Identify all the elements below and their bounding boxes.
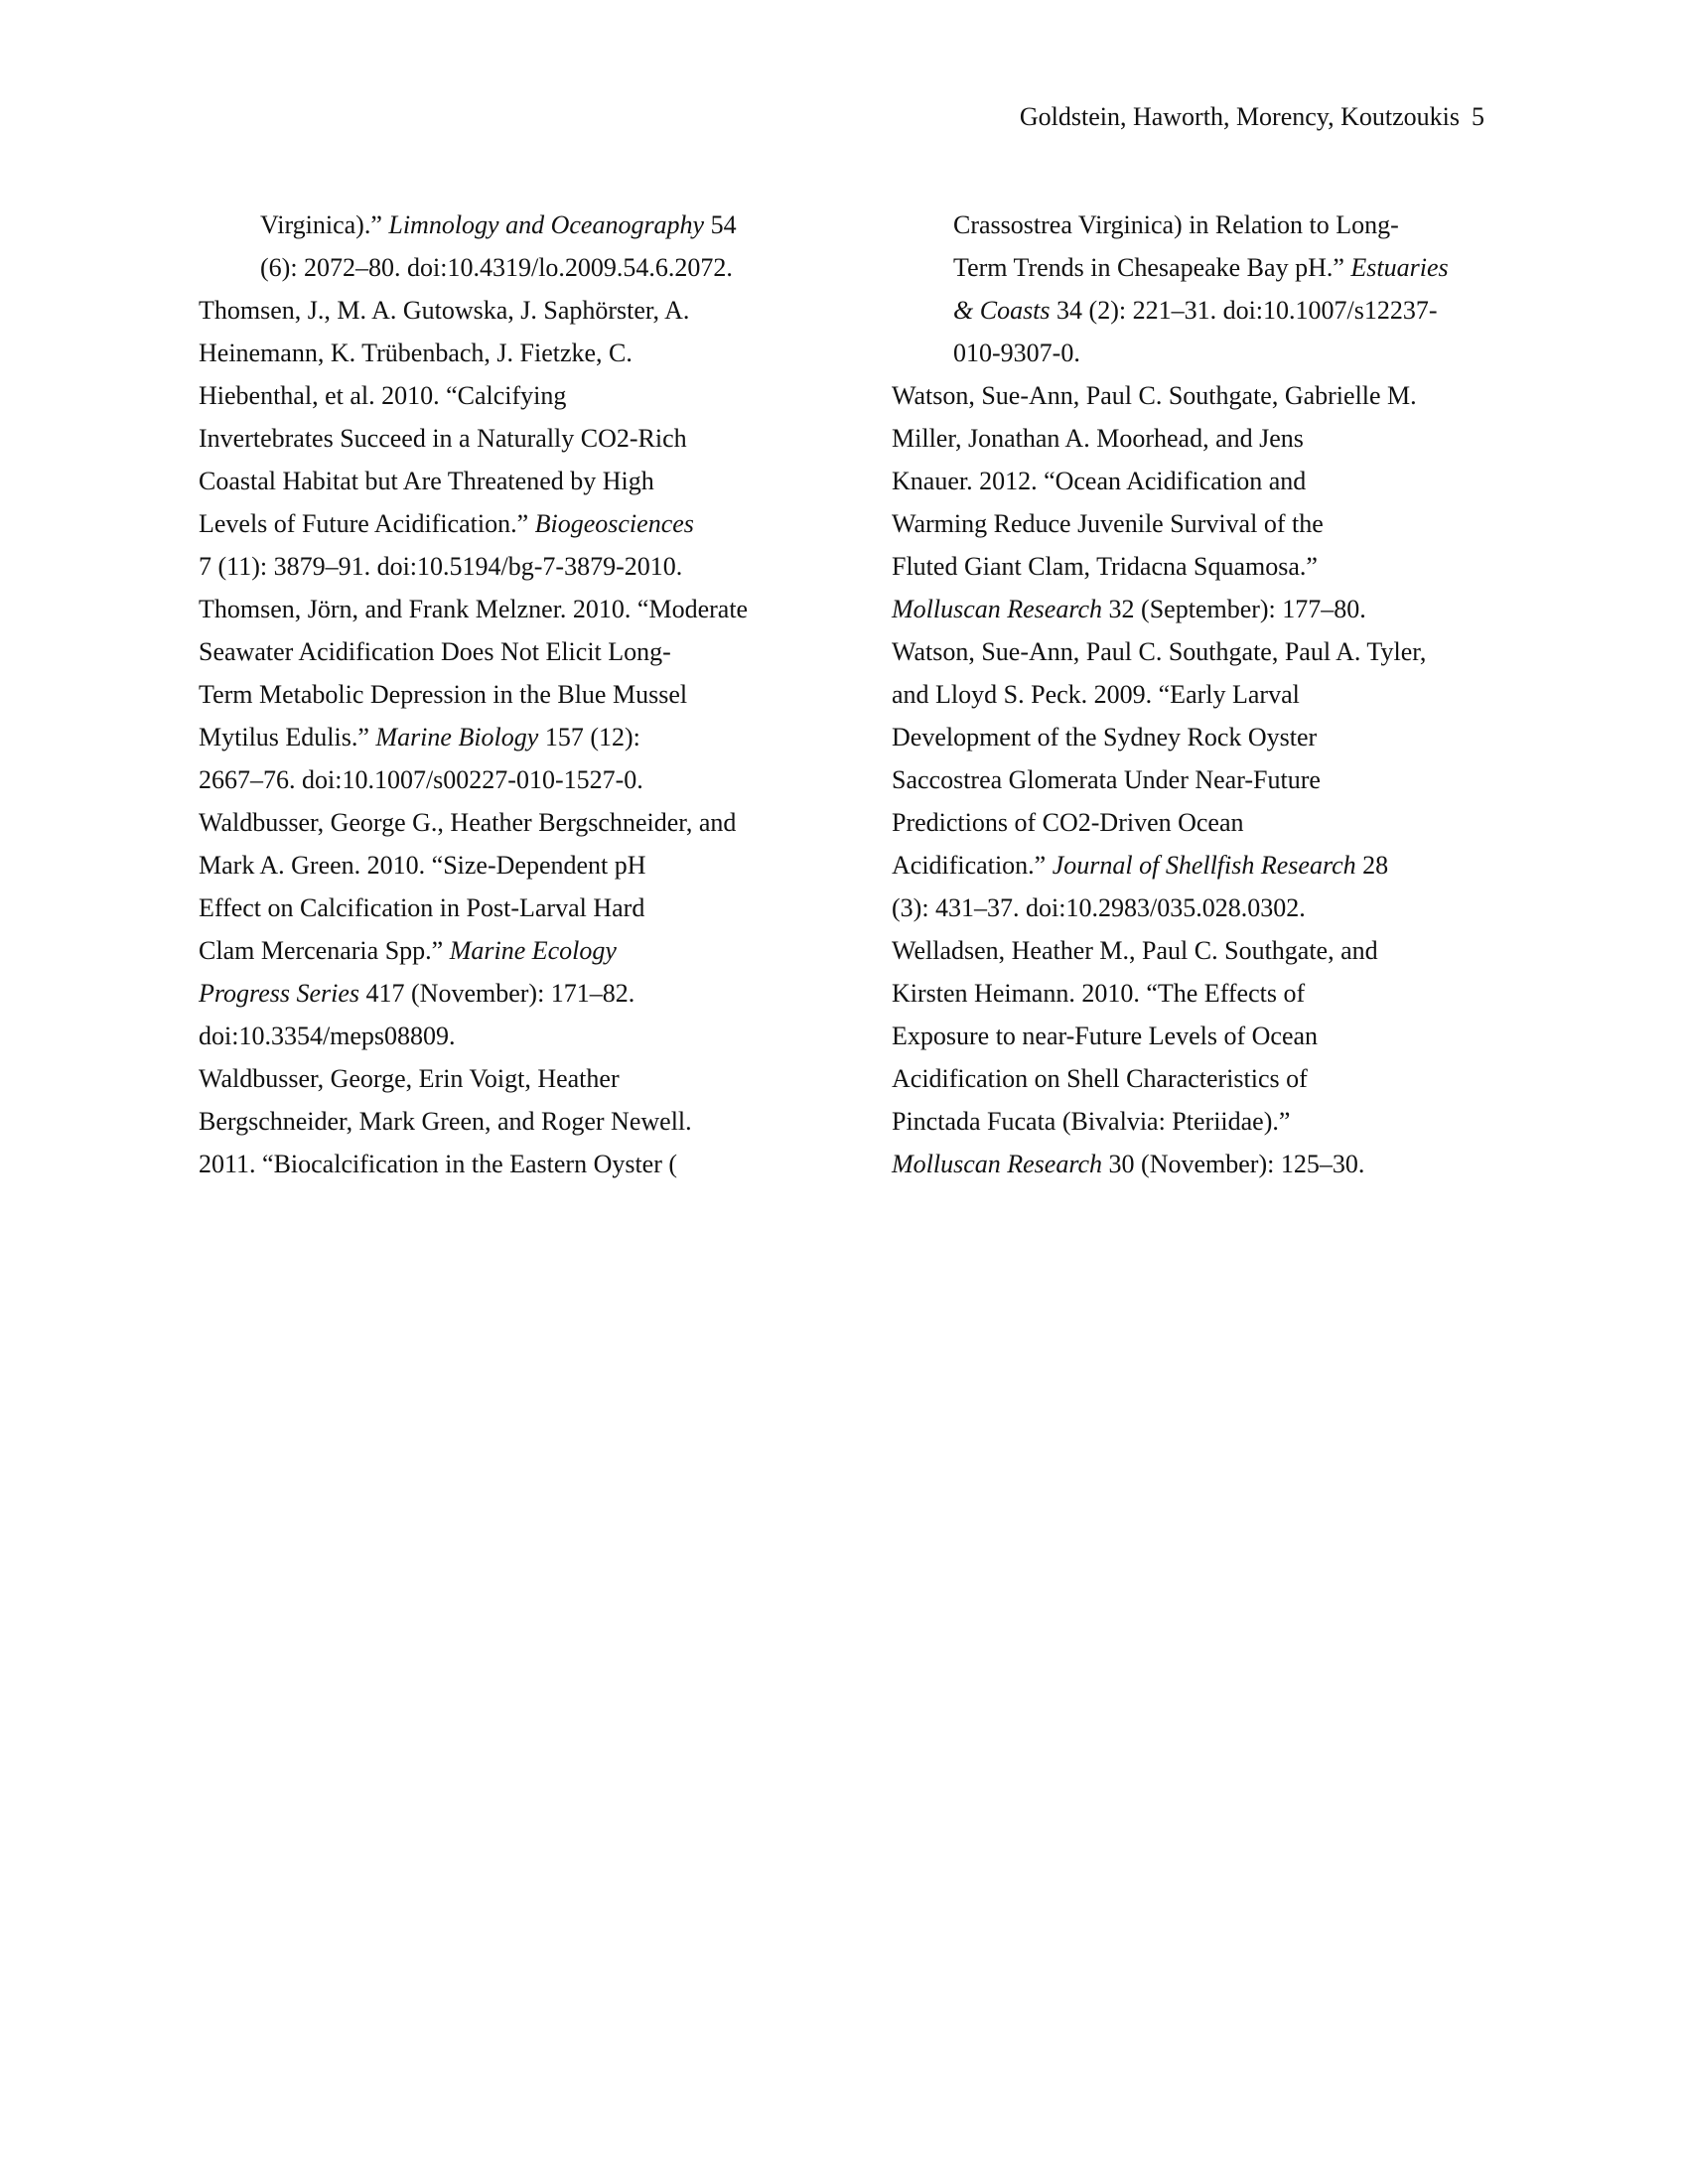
reference-text: (3): 431–37. doi:10.2983/035.028.0302. bbox=[892, 893, 1306, 922]
journal-title: Estuaries bbox=[1350, 253, 1449, 282]
reference-entry bbox=[199, 289, 794, 588]
reference-text: Bergschneider, Mark Green, and Roger Newell. bbox=[199, 1107, 692, 1136]
reference-line bbox=[199, 801, 794, 844]
running-head-authors: Goldstein, Haworth, Morency, Koutzoukis bbox=[1019, 102, 1460, 131]
journal-title: Molluscan Research bbox=[892, 595, 1103, 623]
reference-line bbox=[892, 887, 1487, 929]
page-number: 5 bbox=[1472, 102, 1484, 131]
reference-text: 54 bbox=[704, 210, 737, 239]
reference-text: Term Metabolic Depression in the Blue Mussel bbox=[199, 680, 688, 709]
reference-line bbox=[892, 1100, 1487, 1143]
reference-line bbox=[199, 758, 794, 801]
reference-line bbox=[892, 801, 1487, 844]
reference-line bbox=[199, 588, 794, 630]
reference-entry bbox=[892, 929, 1487, 1185]
reference-text: Mytilus Edulis.” bbox=[199, 723, 376, 751]
reference-line bbox=[892, 460, 1487, 502]
reference-line bbox=[892, 972, 1487, 1015]
journal-title: Molluscan Research bbox=[892, 1150, 1103, 1178]
reference-line bbox=[892, 502, 1487, 545]
journal-title: & Coasts bbox=[953, 296, 1051, 325]
reference-line bbox=[892, 417, 1487, 460]
reference-line bbox=[260, 246, 794, 289]
reference-text: Coastal Habitat but Are Threatened by High bbox=[199, 467, 654, 495]
reference-text: (6): 2072–80. doi:10.4319/lo.2009.54.6.2072. bbox=[260, 253, 733, 282]
reference-line bbox=[199, 1100, 794, 1143]
reference-text: Predictions of CO2-Driven Ocean bbox=[892, 808, 1244, 837]
reference-text: 32 (September): 177–80. bbox=[1102, 595, 1366, 623]
reference-entry bbox=[892, 374, 1487, 630]
reference-text: Clam Mercenaria Spp.” bbox=[199, 936, 450, 965]
reference-entry bbox=[199, 588, 794, 801]
reference-text: Watson, Sue-Ann, Paul C. Southgate, Gabrielle M. bbox=[892, 381, 1417, 410]
reference-line bbox=[892, 929, 1487, 972]
reference-line bbox=[953, 204, 1487, 246]
reference-line bbox=[199, 1015, 794, 1057]
reference-text: and Lloyd S. Peck. 2009. “Early Larval bbox=[892, 680, 1300, 709]
reference-line bbox=[199, 887, 794, 929]
reference-text: Seawater Acidification Does Not Elicit Long- bbox=[199, 637, 671, 666]
reference-text: Miller, Jonathan A. Moorhead, and Jens bbox=[892, 424, 1304, 453]
reference-text: Saccostrea Glomerata Under Near-Future bbox=[892, 765, 1321, 794]
journal-title: Limnology and Oceanography bbox=[388, 210, 705, 239]
reference-text: Exposure to near-Future Levels of Ocean bbox=[892, 1022, 1319, 1050]
reference-text: 157 (12): bbox=[538, 723, 640, 751]
reference-line bbox=[199, 630, 794, 673]
reference-text: Invertebrates Succeed in a Naturally CO2-Rich bbox=[199, 424, 687, 453]
reference-text: Thomsen, J., M. A. Gutowska, J. Saphörster, A. bbox=[199, 296, 690, 325]
reference-text: Warming Reduce Juvenile Survival of the bbox=[892, 509, 1324, 538]
reference-entry bbox=[199, 801, 794, 1057]
reference-line bbox=[199, 502, 794, 545]
reference-line bbox=[892, 758, 1487, 801]
reference-text: Levels of Future Acidification.” bbox=[199, 509, 535, 538]
reference-text: Knauer. 2012. “Ocean Acidification and bbox=[892, 467, 1307, 495]
reference-text: Thomsen, Jörn, and Frank Melzner. 2010. “Moderate bbox=[199, 595, 749, 623]
reference-text: Pinctada Fucata (Bivalvia: Pteriidae).” bbox=[892, 1107, 1291, 1136]
reference-text: 2667–76. doi:10.1007/s00227-010-1527-0. bbox=[199, 765, 643, 794]
reference-text: Fluted Giant Clam, Tridacna Squamosa.” bbox=[892, 552, 1318, 581]
reference-entry bbox=[892, 204, 1487, 374]
reference-line bbox=[199, 1143, 794, 1185]
reference-text: Heinemann, K. Trübenbach, J. Fietzke, C. bbox=[199, 339, 633, 367]
reference-text: Development of the Sydney Rock Oyster bbox=[892, 723, 1318, 751]
running-header bbox=[1020, 97, 1484, 137]
reference-line bbox=[892, 1015, 1487, 1057]
reference-text: 7 (11): 3879–91. doi:10.5194/bg-7-3879-2010. bbox=[199, 552, 683, 581]
reference-line bbox=[953, 246, 1487, 289]
reference-text: Welladsen, Heather M., Paul C. Southgate, and bbox=[892, 936, 1378, 965]
reference-line bbox=[199, 673, 794, 716]
reference-line bbox=[953, 289, 1487, 332]
reference-line bbox=[953, 332, 1487, 374]
reference-text: Waldbusser, George G., Heather Bergschneider, and bbox=[199, 808, 737, 837]
reference-text: Acidification on Shell Characteristics of bbox=[892, 1064, 1308, 1093]
reference-line bbox=[892, 673, 1487, 716]
reference-line bbox=[892, 374, 1487, 417]
journal-title: Journal of Shellfish Research bbox=[1052, 851, 1356, 880]
reference-line bbox=[199, 1057, 794, 1100]
reference-text: Watson, Sue-Ann, Paul C. Southgate, Paul A. Tyler, bbox=[892, 637, 1427, 666]
reference-line bbox=[892, 716, 1487, 758]
reference-line bbox=[199, 332, 794, 374]
reference-text: Crassostrea Virginica) in Relation to Long- bbox=[953, 210, 1399, 239]
reference-text: Term Trends in Chesapeake Bay pH.” bbox=[953, 253, 1351, 282]
reference-line bbox=[892, 844, 1487, 887]
reference-text: Effect on Calcification in Post-Larval Hard bbox=[199, 893, 645, 922]
reference-text: Hiebenthal, et al. 2010. “Calcifying bbox=[199, 381, 567, 410]
reference-text: Kirsten Heimann. 2010. “The Effects of bbox=[892, 979, 1306, 1008]
journal-title: Marine Ecology bbox=[449, 936, 617, 965]
reference-line bbox=[260, 204, 794, 246]
reference-line bbox=[892, 545, 1487, 588]
reference-line bbox=[199, 844, 794, 887]
reference-line bbox=[199, 545, 794, 588]
reference-text: doi:10.3354/meps08809. bbox=[199, 1022, 456, 1050]
reference-line bbox=[199, 460, 794, 502]
reference-entry bbox=[199, 1057, 794, 1185]
reference-line bbox=[892, 1057, 1487, 1100]
reference-entry bbox=[199, 204, 794, 289]
reference-entry bbox=[892, 630, 1487, 929]
journal-title: Biogeosciences bbox=[534, 509, 694, 538]
journal-title: Marine Biology bbox=[375, 723, 539, 751]
reference-line bbox=[892, 1143, 1487, 1185]
reference-text: 34 (2): 221–31. doi:10.1007/s12237- bbox=[1050, 296, 1438, 325]
reference-text: Waldbusser, George, Erin Voigt, Heather bbox=[199, 1064, 620, 1093]
reference-line bbox=[892, 588, 1487, 630]
reference-line bbox=[199, 716, 794, 758]
reference-text: 28 bbox=[1355, 851, 1389, 880]
reference-line bbox=[199, 417, 794, 460]
reference-text: 30 (November): 125–30. bbox=[1102, 1150, 1365, 1178]
reference-line bbox=[892, 630, 1487, 673]
references-right-column bbox=[892, 204, 1487, 1185]
reference-line bbox=[199, 289, 794, 332]
reference-text: Mark A. Green. 2010. “Size-Dependent pH bbox=[199, 851, 646, 880]
reference-line bbox=[199, 972, 794, 1015]
reference-text: 417 (November): 171–82. bbox=[359, 979, 635, 1008]
reference-line bbox=[199, 929, 794, 972]
reference-text: Acidification.” bbox=[892, 851, 1053, 880]
reference-text: 010-9307-0. bbox=[953, 339, 1080, 367]
references-left-column bbox=[199, 204, 794, 1185]
reference-text: 2011. “Biocalcification in the Eastern Oyster ( bbox=[199, 1150, 678, 1178]
journal-title: Progress Series bbox=[199, 979, 360, 1008]
reference-text: Virginica).” bbox=[260, 210, 389, 239]
reference-line bbox=[199, 374, 794, 417]
